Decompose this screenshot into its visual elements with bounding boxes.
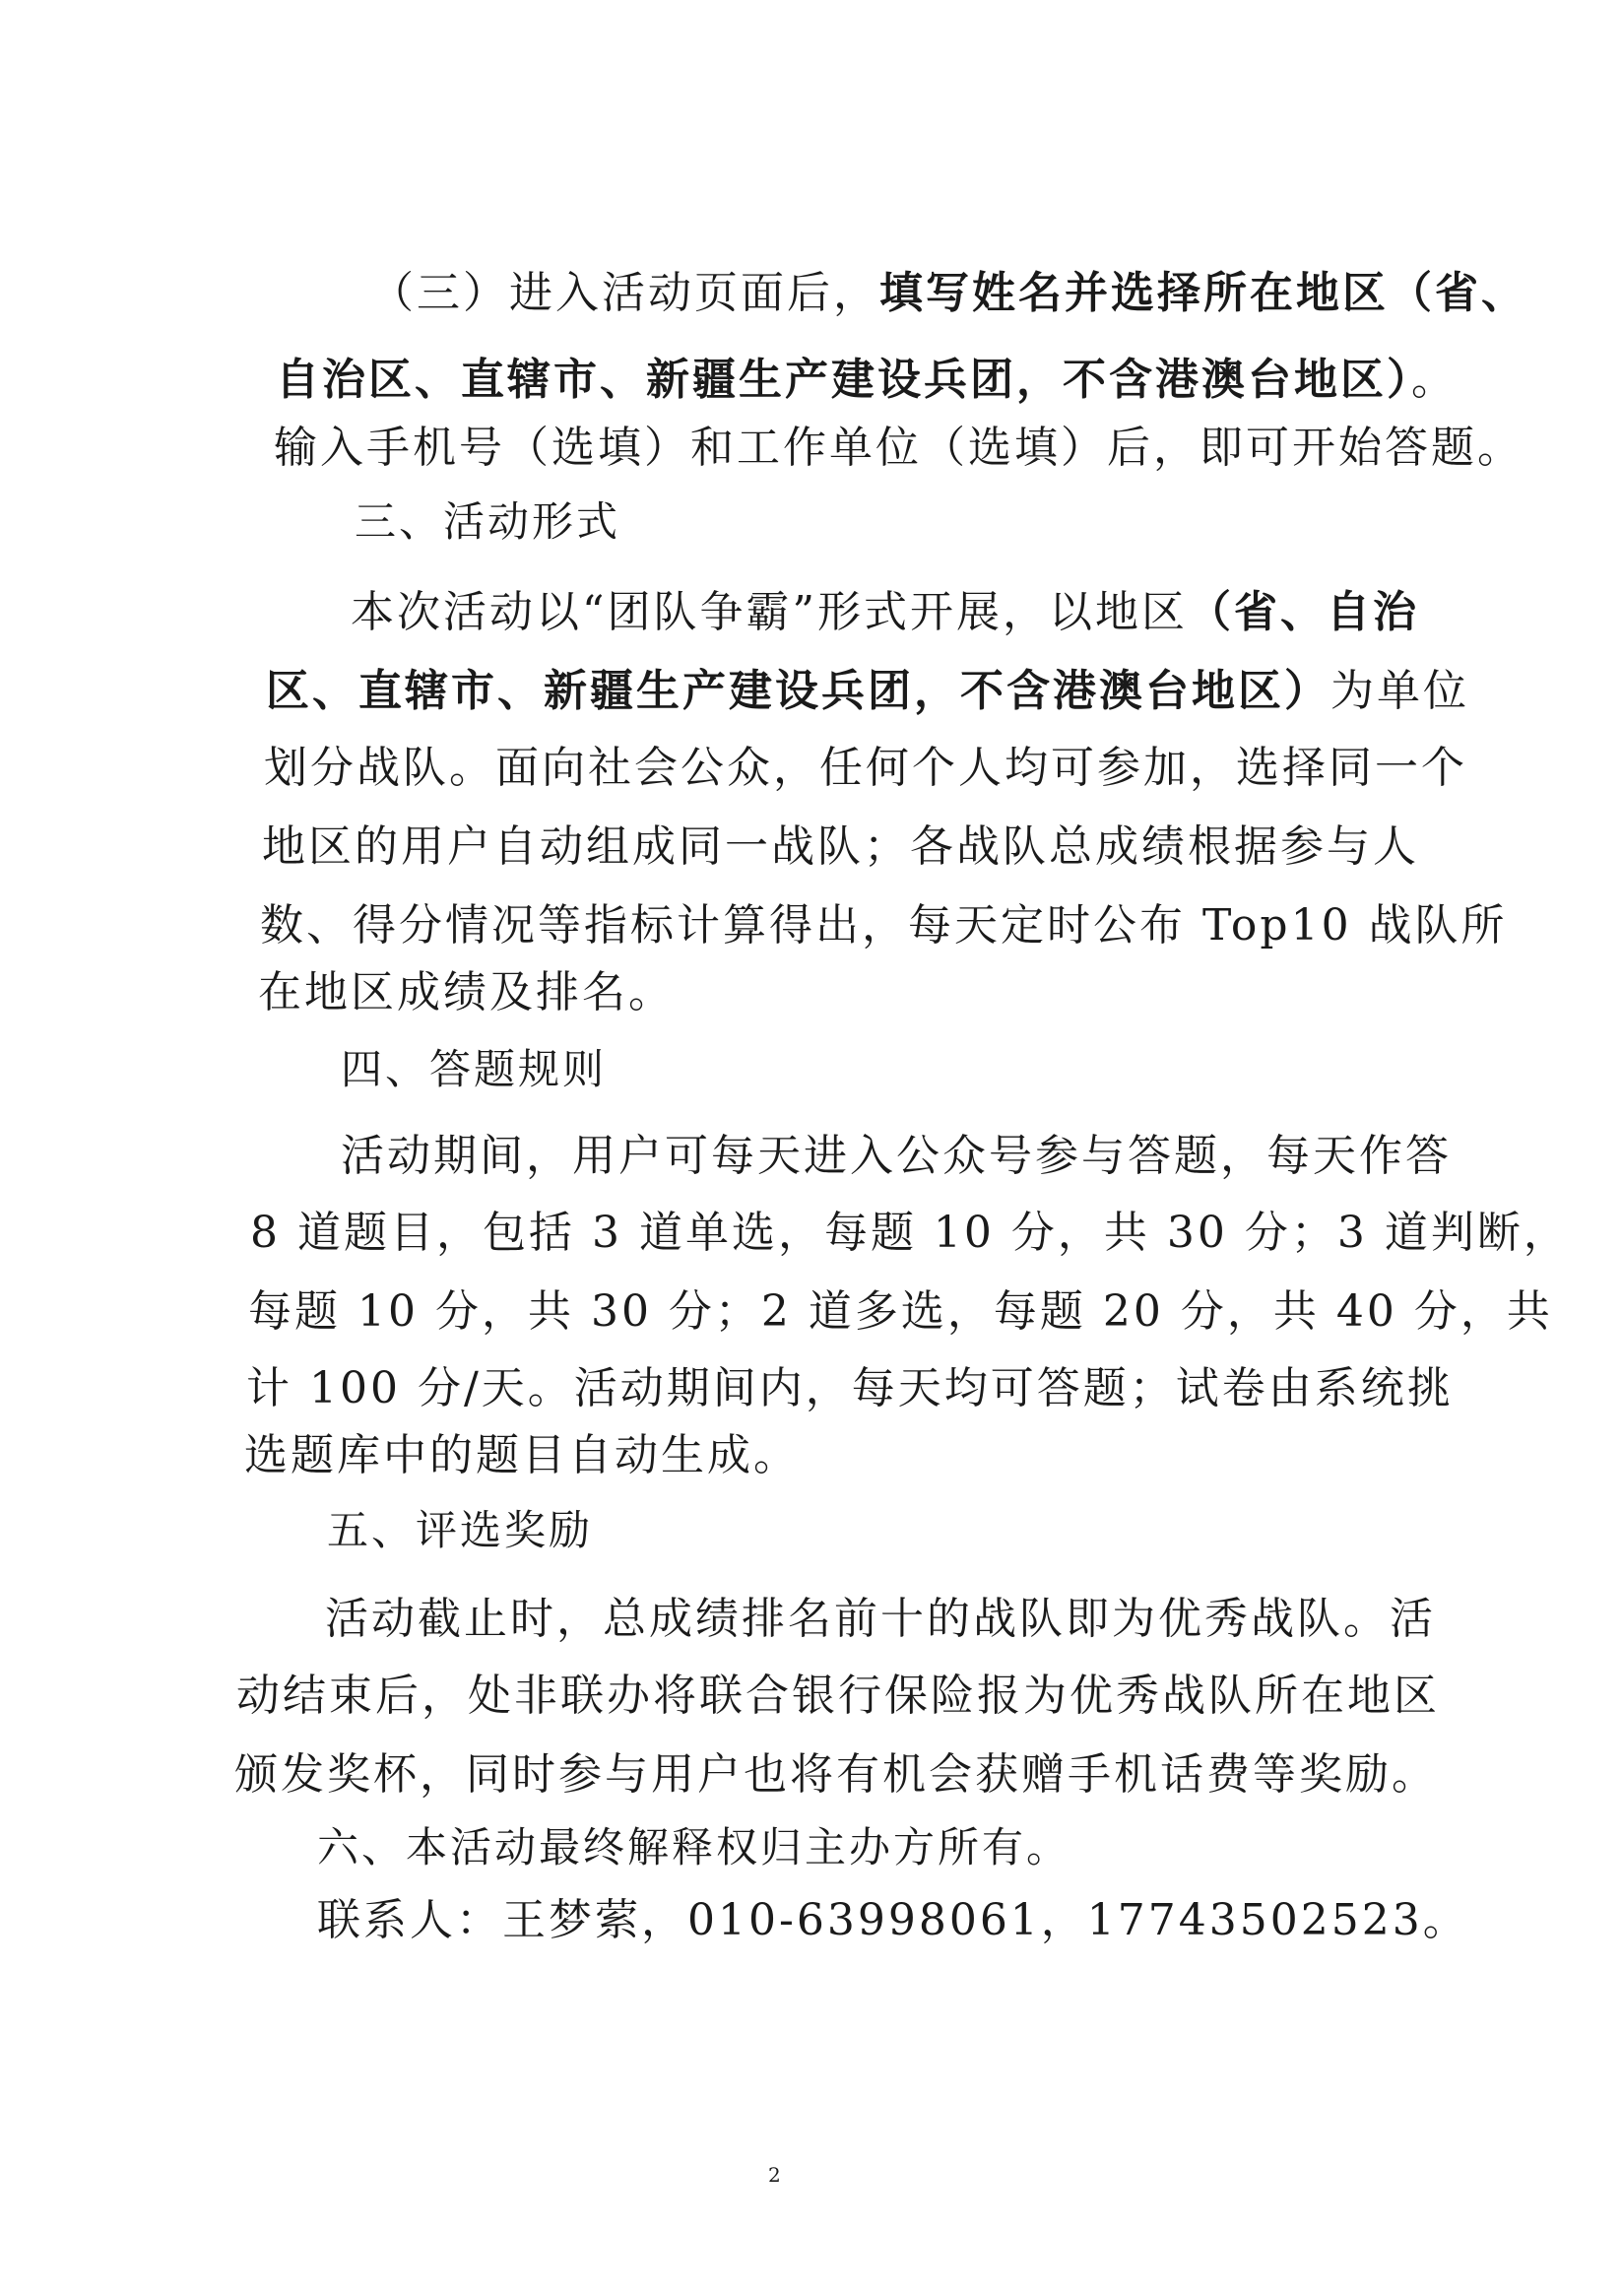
text-segment: 。 — [1411, 355, 1458, 405]
paragraph-rules-line-4 — [246, 1359, 1454, 1418]
paragraph-rules-line-2 — [250, 1204, 1570, 1263]
heading-text: 六、本活动最终解释权归主办方所有。 — [317, 1823, 1071, 1871]
text-segment: 动结束后，处非联办将联合银行保险报为优秀战队所在地区 — [236, 1671, 1440, 1721]
paragraph-registration-line-1 — [370, 264, 1527, 323]
paragraph-format-line-2 — [266, 662, 1469, 721]
paragraph-rules-line-1 — [341, 1127, 1452, 1186]
text-segment: 地区的用户自动组成同一战队；各战队总成绩根据参与人 — [262, 821, 1419, 872]
text-segment: 划分战队。面向社会公众，任何个人均可参加，选择同一个 — [264, 743, 1467, 793]
paragraph-rules-line-3 — [248, 1282, 1553, 1342]
text-segment: 活动截止时，总成绩排名前十的战队即为优秀战队。活 — [325, 1594, 1436, 1644]
contact-text: 联系人：王梦萦，010-63998061，17743502523。 — [317, 1895, 1469, 1945]
section-heading-answer-rules — [341, 1040, 607, 1099]
paragraph-format-line-5 — [260, 896, 1508, 955]
page-number: 2 — [768, 2163, 781, 2187]
paragraph-awards-line-1 — [325, 1590, 1436, 1649]
heading-text: 三、活动形式 — [355, 497, 621, 546]
bold-text-segment: （省、自治 — [1188, 587, 1419, 637]
text-segment: （三）进入活动页面后， — [370, 268, 879, 318]
text-segment: 选题库中的题目自动生成。 — [244, 1430, 800, 1480]
contact-line — [317, 1891, 1469, 1950]
text-segment: 数、得分情况等指标计算得出，每天定时公布 Top10 战队所 — [260, 900, 1508, 951]
paragraph-registration-line-3 — [274, 419, 1524, 478]
heading-text: 五、评选奖励 — [327, 1506, 594, 1554]
text-segment: 颁发奖杯，同时参与用户也将有机会获赠手机话费等奖励。 — [234, 1749, 1438, 1800]
text-segment: 8 道题目，包括 3 道单选，每题 10 分，共 30 分；3 道判断， — [250, 1208, 1570, 1258]
text-segment: 活动期间，用户可每天进入公众号参与答题，每天作答 — [341, 1131, 1452, 1181]
paragraph-awards-line-2 — [236, 1667, 1440, 1726]
section-heading-awards — [327, 1501, 593, 1560]
text-segment: 计 100 分/天。活动期间内，每天均可答题；试卷由系统挑 — [246, 1363, 1454, 1413]
heading-text: 四、答题规则 — [341, 1045, 608, 1093]
paragraph-format-line-4 — [262, 818, 1419, 877]
paragraph-rules-line-5 — [244, 1426, 800, 1485]
paragraph-awards-line-3 — [234, 1745, 1438, 1804]
text-segment: 在地区成绩及排名。 — [258, 967, 675, 1017]
bold-text-segment: 区、直辖市、新疆生产建设兵团，不含港澳台地区） — [266, 666, 1330, 716]
bold-text-segment: 自治区、直辖市、新疆生产建设兵团，不含港澳台地区） — [276, 355, 1411, 405]
text-segment: 每题 10 分，共 30 分；2 道多选，每题 20 分，共 40 分，共 — [248, 1286, 1553, 1337]
paragraph-format-line-3 — [264, 739, 1467, 798]
section-heading-activity-format — [355, 492, 620, 552]
text-segment: 本次活动以“团队争霸”形式开展，以地区 — [351, 587, 1188, 637]
paragraph-format-line-1 — [351, 583, 1419, 642]
paragraph-registration-line-2 — [276, 351, 1458, 410]
text-segment: 为单位 — [1330, 666, 1469, 716]
bold-text-segment: 填写姓名并选择所在地区（省、 — [879, 268, 1527, 318]
section-heading-interpretation — [317, 1818, 1070, 1877]
paragraph-format-line-6 — [258, 963, 675, 1022]
text-segment: 输入手机号（选填）和工作单位（选填）后，即可开始答题。 — [274, 423, 1524, 473]
